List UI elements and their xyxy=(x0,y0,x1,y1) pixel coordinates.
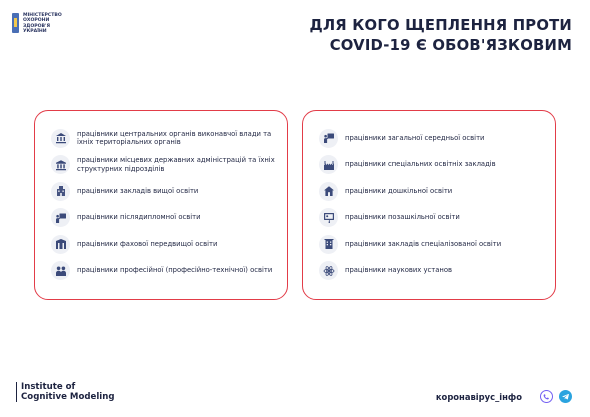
ministry-name: МІНІСТЕРСТВО ОХОРОНИ ЗДОРОВ'Я УКРАЇНИ xyxy=(23,13,62,35)
trident-icon xyxy=(12,13,19,33)
list-item-label: працівники спеціальних освітніх закладів xyxy=(345,160,496,169)
left-list xyxy=(51,125,277,284)
teacher-board-icon xyxy=(319,129,338,148)
presentation-icon xyxy=(319,208,338,227)
list-item xyxy=(51,152,277,179)
institute-logo xyxy=(16,382,115,402)
list-item-label: працівники фахової передвищої освіти xyxy=(77,239,218,248)
list-item-label: працівники центральних органів виконавчої влади та їхніх територіальних органів xyxy=(77,129,272,147)
government-building-icon xyxy=(51,129,70,148)
list-item-label: працівники місцевих державних адміністрацій та їхніх структурних підрозділів xyxy=(77,156,275,173)
list-item xyxy=(319,152,545,179)
building-icon xyxy=(319,235,338,254)
list-item xyxy=(51,125,277,152)
factory-icon xyxy=(319,155,338,174)
brand-line-2: Cognitive Modeling xyxy=(21,392,115,402)
list-item xyxy=(51,178,277,205)
list-item xyxy=(51,258,277,285)
list-item xyxy=(51,205,277,232)
teacher-board-icon xyxy=(51,208,70,227)
right-card xyxy=(302,110,556,300)
list-item-label: працівники післядипломної освіти xyxy=(77,213,201,222)
atom-icon xyxy=(319,261,338,280)
list-item-label: працівники дошкільної освіти xyxy=(345,186,453,195)
list-item xyxy=(319,125,545,152)
list-item-label: працівники позашкільної освіти xyxy=(345,213,460,222)
right-list xyxy=(319,125,545,284)
title-line-2: COVID-19 Є ОБОВ'ЯЗКОВИМ xyxy=(329,37,572,54)
university-icon xyxy=(51,182,70,201)
institution-icon xyxy=(51,155,70,174)
home-icon xyxy=(319,182,338,201)
telegram-icon[interactable] xyxy=(559,390,572,403)
footer-links xyxy=(436,390,572,403)
list-item xyxy=(319,258,545,285)
page-title xyxy=(309,16,572,56)
list-item xyxy=(51,231,277,258)
brand-line-1: Institute of xyxy=(21,382,76,392)
list-item xyxy=(319,231,545,258)
college-building-icon xyxy=(51,235,70,254)
site-name[interactable]: коронавірус_інфо xyxy=(435,391,522,402)
viber-icon[interactable] xyxy=(540,390,553,403)
list-item xyxy=(319,178,545,205)
ministry-logo xyxy=(12,13,63,35)
list-item-label: працівники закладів спеціалізованої освіти xyxy=(345,239,502,248)
students-icon xyxy=(51,261,70,280)
list-item-label: працівники наукових установ xyxy=(345,266,452,275)
list-item xyxy=(319,205,545,232)
list-item-label: працівники закладів вищої освіти xyxy=(77,186,199,195)
title-line-1: ДЛЯ КОГО ЩЕПЛЕННЯ ПРОТИ xyxy=(309,17,572,34)
left-card xyxy=(34,110,288,300)
list-item-label: працівники професійної (професійно-технічної) освіти xyxy=(77,266,273,275)
list-item-label: працівники загальної середньої освіти xyxy=(345,133,485,142)
